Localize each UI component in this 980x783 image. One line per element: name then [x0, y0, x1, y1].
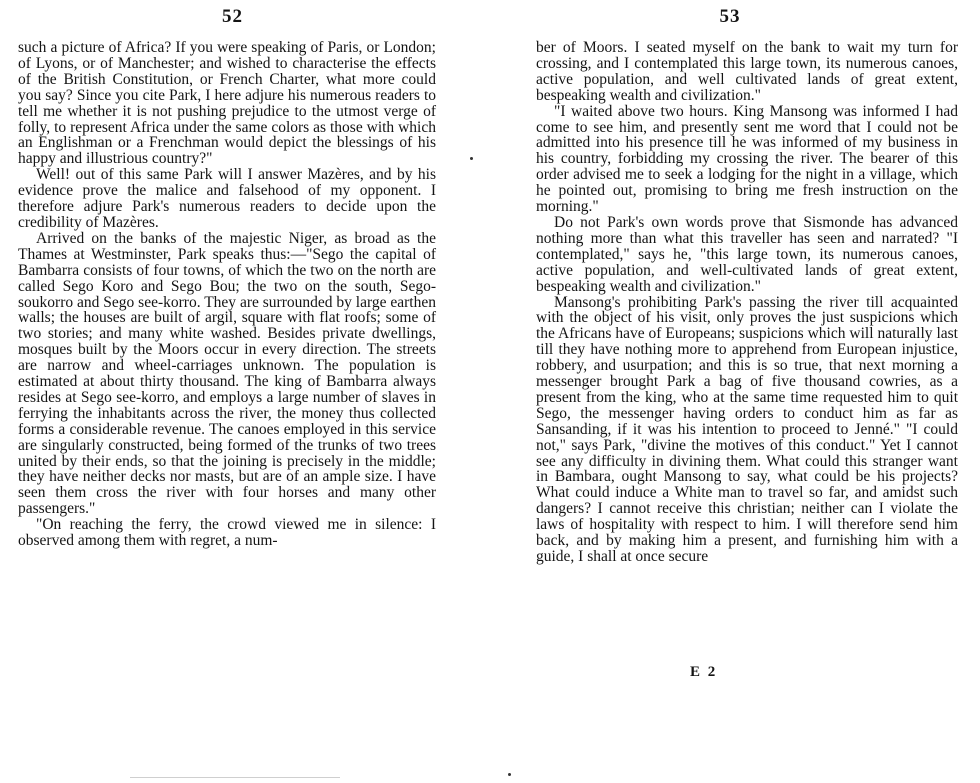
page-text: [536, 40, 958, 565]
paragraph: Mansong's prohibiting Park's passing the river till acquainted with the object of his visit, only proves the just suspicions which the Africans have of Europeans; suspicions which will naturally last till they have nothing more to apprehend from European injustice, robbery, and usurpation; and this is so true, that next morning a messenger brought Park a bag of five thousand cowries, as a present from the king, who at the same time requested him to quit Sego, the messenger having orders to conduct him as far as Sansanding, if it was his intention to proceed to Jenné." "I could not," says Park, "divine the motives of this conduct." Yet I cannot see any difficulty in divining them. What could this stranger want in Bambara, ought Mansong to say, what could be his projects? What could induce a White man to travel so far, and amidst such dangers? I cannot receive this christian; neither can I violate the laws of hospitality with respect to him. I will therefore send him back, and by making him a present, and furnishing him with a guide, I shall at once secure: [536, 293, 958, 565]
page-number: 53: [719, 6, 741, 27]
right-page: [520, 0, 980, 783]
paragraph: Do not Park's own words prove that Sismonde has advanced nothing more than what this traveller has seen and narrated? "I contemplated," says he, "this large town, its numerous canoes, active population, and well-cultivated lands of great extent, bespeaking wealth and civilization.": [536, 213, 958, 295]
scan-artifact: [130, 777, 340, 778]
left-page: [0, 0, 465, 783]
paragraph: Arrived on the banks of the majestic Niger, as broad as the Thames at Westminster, Park speaks thus:—"Sego the capital of Bambarra consists of four towns, of which the two on the north are called Sego Koro and Sego Bou; the two on the south, Sego-soukorro and Sego see-korro. They are surrounded by large earthen walls; the houses are built of argil, square with flat roofs; some of two stories; and many white washed. Besides private dwellings, mosques built by the Moors occur in every direction. The streets are narrow and wheel-carriages unknown. The population is estimated at about thirty thousand. The king of Bambarra always resides at Sego see-korro, and employs a large number of slaves in ferrying the inhabitants across the river, the money thus collected forms a considerable revenue. The canoes employed in this service are singularly constructed, being formed of the trunks of two trees united by their ends, so that the joining is precisely in the middle; they have neither decks nor masts, but are of an ample size. I have seen them cross the river with four horses and many other passengers.": [18, 229, 436, 518]
paragraph: such a picture of Africa? If you were speaking of Paris, or London; of Lyons, or of Manchester; and wished to characterise the effects of the British Constitution, or French Charter, what more could you say? Since you cite Park, I here adjure his numerous readers to tell me whether it is not pushing prejudice to the utmost verge of folly, to represent Africa under the same colors as those with which an Englishman or a Frenchman would depict the blessings of his happy and illustrious country?": [18, 39, 436, 168]
page-number: 52: [222, 6, 243, 27]
paragraph: "On reaching the ferry, the crowd viewed me in silence: I observed among them with regret, a num-: [18, 516, 436, 550]
speck: [470, 157, 473, 160]
signature-mark: E 2: [690, 664, 718, 680]
paragraph: "I waited above two hours. King Mansong was informed I had come to see him, and presently sent me word that I could not be admitted into his presence till he was informed of my business in his country, forbidding my crossing the river. The bearer of this order advised me to seek a lodging for the night in a village, which he pointed out, promising to bring me fresh instruction on the morning.": [536, 102, 958, 216]
paragraph: Well! out of this same Park will I answer Mazères, and by his evidence prove the malice and falsehood of my opponent. I therefore adjure Park's numerous readers to decide upon the credibility of Mazères.: [18, 166, 436, 231]
paragraph: ber of Moors. I seated myself on the bank to wait my turn for crossing, and I contemplated this large town, its numerous canoes, active population, and well cultivated lands of great extent, bespeaking wealth and civilization.": [536, 39, 958, 104]
page-text: [18, 40, 436, 549]
speck: [508, 773, 511, 776]
